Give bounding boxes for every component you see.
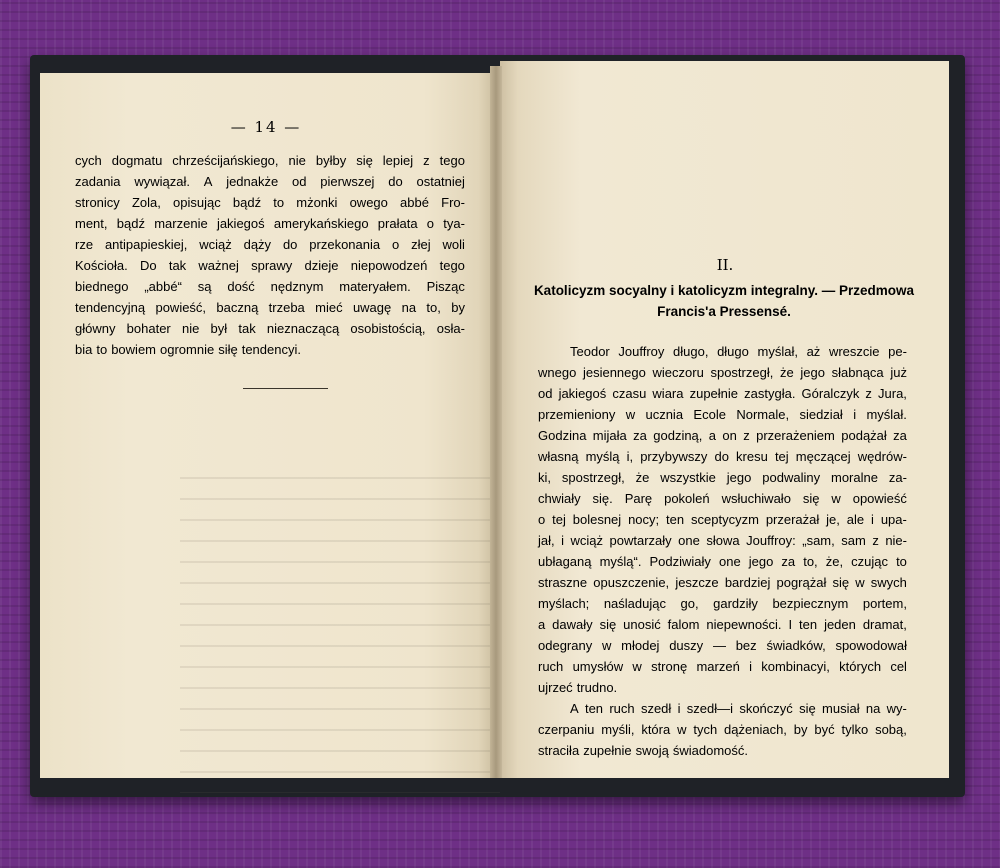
text-line: Teodor Jouffroy długo, długo myślał, aż wreszcie pe-: [570, 344, 907, 359]
book-spine-gutter: [490, 66, 502, 778]
text-line: stronicy Zola, opisując bądź to mżonki owego abbé Fro-: [75, 195, 465, 210]
text-line: straszne opuszczenie, jeszcze bardziej pogrążał się w swych: [538, 575, 907, 590]
text-line: bia to bowiem ogromnie siłę tendencyi.: [75, 342, 301, 357]
bleed-through-text: [180, 463, 500, 793]
text-line: tendencyjną powieść, baczną trzeba mieć uwagę na to, by: [75, 300, 465, 315]
text-line: ki, spostrzegł, że wszystkie jego podwaliny moralne za-: [538, 470, 907, 485]
text-line: własną myślą i, przybywszy do kresu tej męczącej wędrów-: [538, 449, 907, 464]
text-line: zadania wywiązał. A jednakże od pierwszej do ostatniej: [75, 174, 465, 189]
text-line: o tej bolesnej nocy; ten sceptycyzm przerażał je, ale i upa-: [538, 512, 907, 527]
text-line: od jakiegoś czasu wiara zupełnie zastygła. Góralczyk z Jura,: [538, 386, 907, 401]
text-line: wnego jesiennego wieczoru spostrzegł, że jego słabnąca już: [538, 365, 907, 380]
text-line: jał, i wciąż powtarzały one słowa Jouffroy: „sam, sam z nie-: [538, 533, 907, 548]
right-text: [538, 341, 907, 761]
text-line: chwiały się. Parę pokoleń wsłuchiwało się w opowieść: [538, 491, 907, 506]
text-line: Kościoła. Do tak ważnej sprawy dzieje niepowodzeń tego: [75, 258, 465, 273]
page-number: — 14 —: [230, 118, 302, 136]
chapter-title: [515, 280, 933, 322]
text-line: straciła zupełnie swoją świadomość.: [538, 743, 749, 758]
text-line: przemieniony w ucznia Ecole Normale, siedział i myślał.: [538, 407, 907, 422]
text-line: odegrany w młodej duszy — bez świadków, spowodował: [538, 638, 907, 653]
text-line: myślach; naśladując go, gardziły bezpiecznym portem,: [538, 596, 907, 611]
text-line: A ten ruch szedł i szedł—i skończyć się musiał na wy-: [570, 701, 907, 716]
text-line: biednego „abbé“ są dość nędznym materyałem. Pisząc: [75, 279, 465, 294]
chapter-number: II.: [716, 256, 734, 274]
text-line: czerpaniu myśli, która w tych dążeniach, by być tylko sobą,: [538, 722, 907, 737]
chapter-title-line: Katolicyzm socyalny i katolicyzm integralny. — Przedmowa: [533, 283, 915, 298]
chapter-title-line: Francis'a Pressensé.: [657, 304, 791, 319]
text-line: cych dogmatu chrześcijańskiego, nie byłby się lepiej z tego: [75, 153, 465, 168]
text-line: a dawały się unosić falom niepewności. I ten jeden dramat,: [538, 617, 907, 632]
text-line: ubłaganą myślą“. Podziwiały one jego za to, że, czując to: [538, 554, 907, 569]
text-line: główny bohater nie był tak nieznaczącą osobistością, osła-: [75, 321, 465, 336]
left-paragraph: [75, 150, 465, 360]
section-divider: [243, 388, 328, 389]
text-line: ruch umysłów w stronę marzeń i kombinacyi, których cel: [538, 659, 907, 674]
text-line: ment, bądź marzenie jakiegoś amerykańskiego prałata o tya-: [75, 216, 465, 231]
text-line: rze antipapieskiej, wciąż dąży do przekonania o złej woli: [75, 237, 465, 252]
text-line: ujrzeć trudno.: [538, 680, 618, 695]
text-line: Godzina mijała za godziną, a on z przerażeniem podążał za: [538, 428, 907, 443]
